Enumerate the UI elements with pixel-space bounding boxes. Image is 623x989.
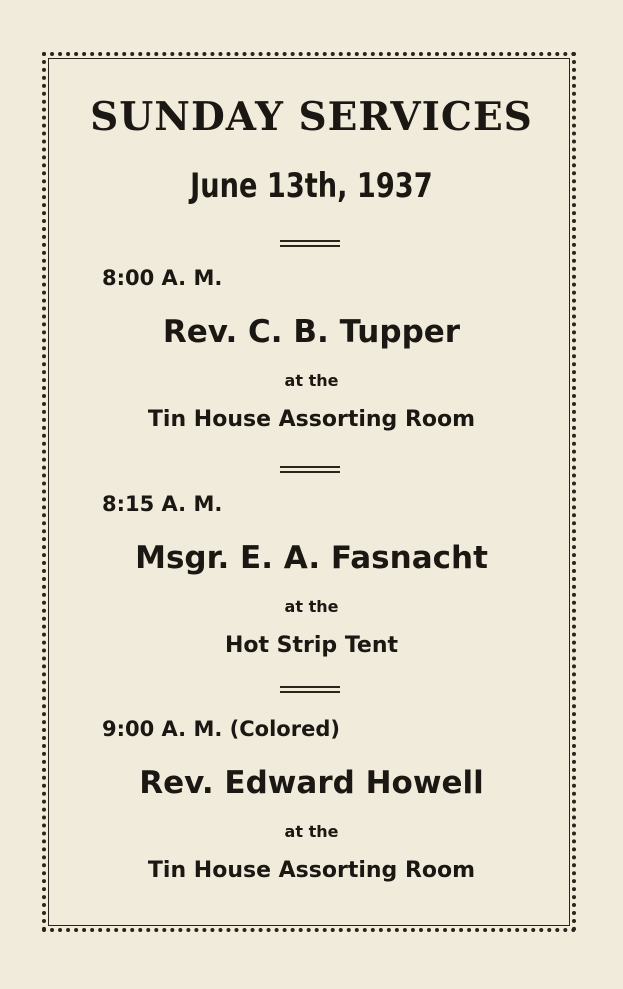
at-the-label: at the <box>284 822 339 841</box>
page-title: SUNDAY SERVICES <box>90 94 533 140</box>
service-time: 8:15 A. M. <box>102 492 223 516</box>
service-location: Tin House Assorting Room <box>147 858 476 883</box>
at-the-label: at the <box>284 597 339 616</box>
minister-name: Rev. Edward Howell <box>139 765 484 801</box>
service-date: June 13th, 1937 <box>190 166 433 206</box>
double-rule-divider <box>280 240 340 247</box>
double-rule-divider <box>280 466 340 473</box>
service-time: 9:00 A. M. (Colored) <box>102 717 340 741</box>
service-time: 8:00 A. M. <box>102 266 223 290</box>
double-rule-divider <box>280 686 340 693</box>
minister-name: Msgr. E. A. Fasnacht <box>135 540 488 576</box>
service-location: Hot Strip Tent <box>224 633 399 658</box>
service-location: Tin House Assorting Room <box>147 407 476 432</box>
at-the-label: at the <box>284 371 339 390</box>
minister-name: Rev. C. B. Tupper <box>162 314 461 350</box>
